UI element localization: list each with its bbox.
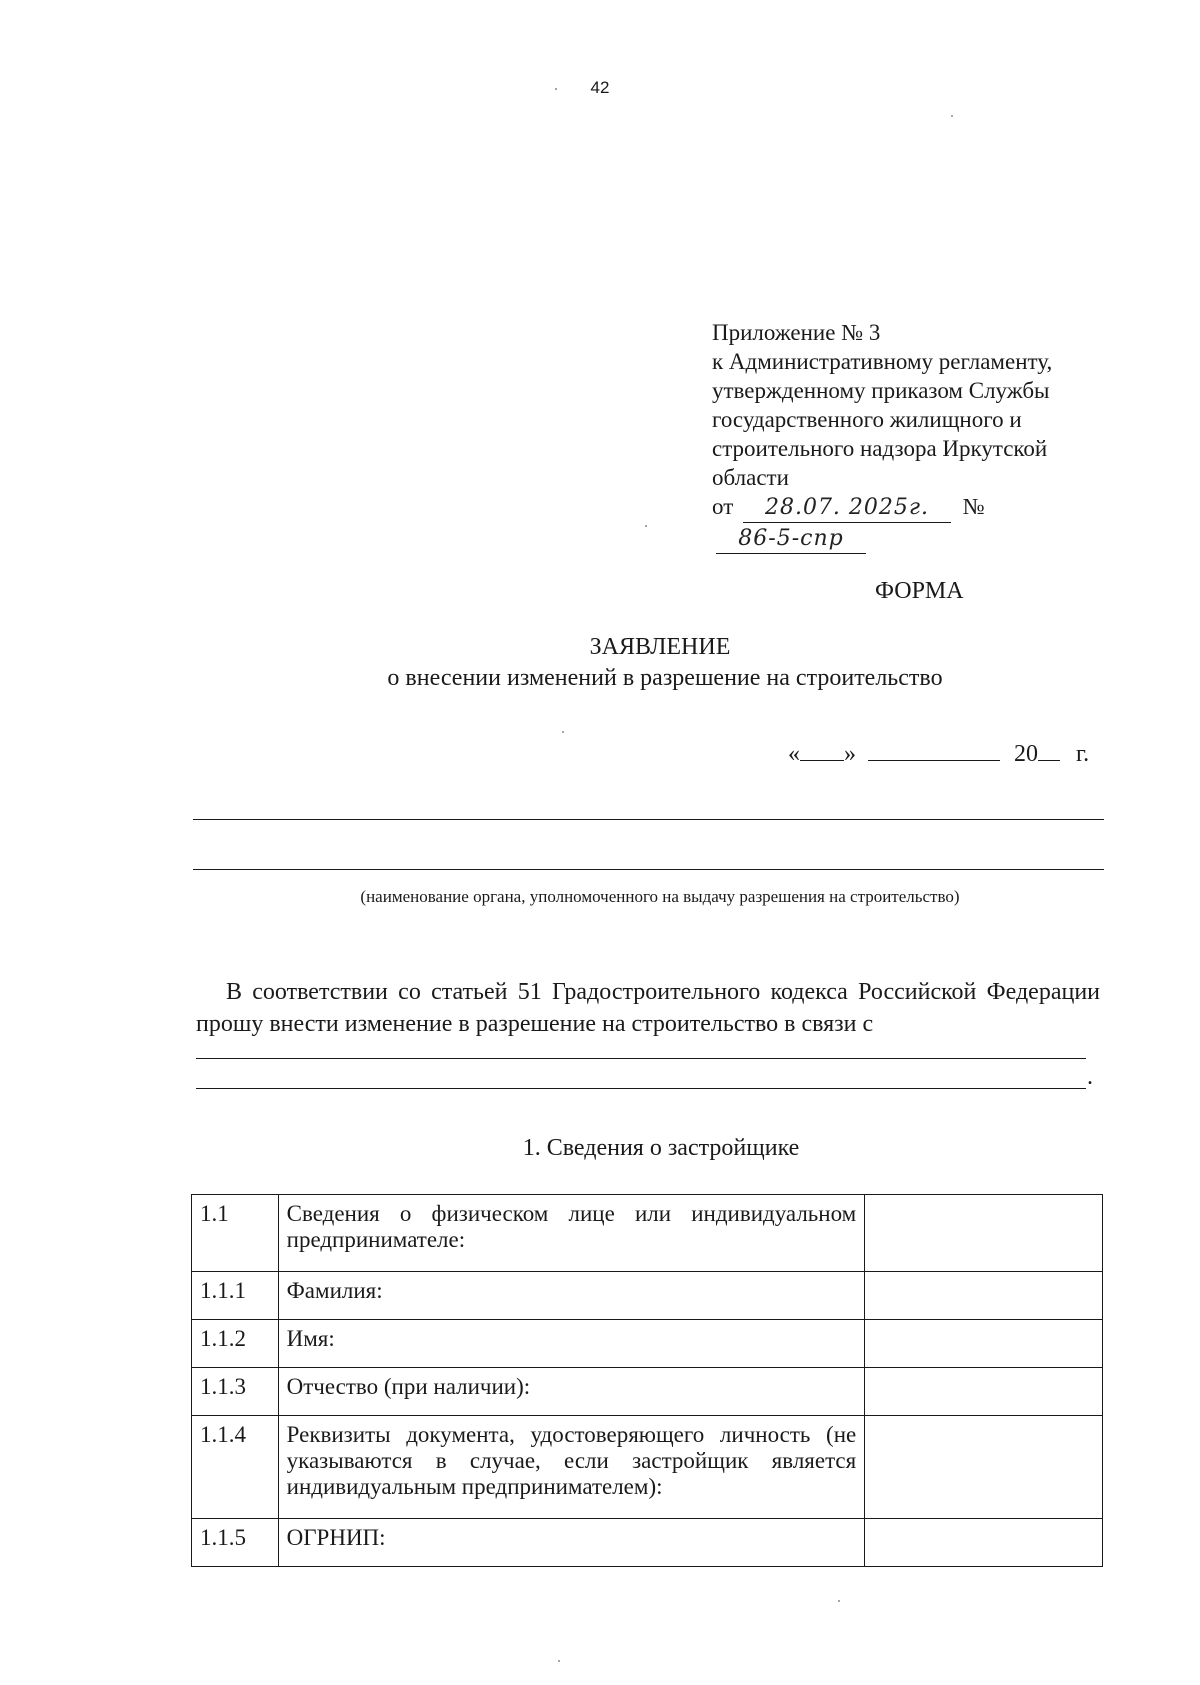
appendix-line: области — [712, 465, 789, 490]
close-quote: » — [844, 741, 856, 767]
order-date-handwritten: 28.07. 2025г. — [764, 495, 930, 520]
year-suffix: г. — [1076, 741, 1090, 767]
month-blank[interactable] — [868, 738, 1000, 761]
order-date-number-row — [712, 492, 1132, 551]
developer-info-table — [191, 1194, 1103, 1567]
row-value-cell[interactable] — [865, 1416, 1103, 1519]
reason-blank-line-2[interactable] — [196, 1088, 1086, 1089]
row-label: ОГРНИП: — [278, 1519, 865, 1567]
appendix-line: к Административному регламенту, — [712, 349, 1053, 374]
table-row — [192, 1195, 1103, 1272]
row-number: 1.1 — [192, 1195, 279, 1272]
row-value-cell[interactable] — [865, 1272, 1103, 1320]
row-number: 1.1.2 — [192, 1320, 279, 1368]
row-value-cell[interactable] — [865, 1368, 1103, 1416]
order-date-field — [743, 492, 951, 523]
row-value-cell[interactable] — [865, 1320, 1103, 1368]
table-row — [192, 1519, 1103, 1567]
row-value-cell[interactable] — [865, 1519, 1103, 1567]
reason-period: . — [1087, 1064, 1093, 1090]
authority-caption: (наименование органа, уполномоченного на выдачу разрешения на строительство) — [360, 887, 960, 906]
authority-blank-line-2[interactable] — [193, 869, 1104, 870]
table-row — [192, 1320, 1103, 1368]
order-number-field — [716, 523, 866, 554]
day-blank[interactable] — [800, 738, 844, 761]
authority-blank-line-1[interactable] — [193, 819, 1104, 820]
reason-blank-line-1[interactable] — [196, 1058, 1086, 1059]
row-number: 1.1.4 — [192, 1416, 279, 1519]
row-number: 1.1.1 — [192, 1272, 279, 1320]
row-label: Фамилия: — [278, 1272, 865, 1320]
scan-speck — [951, 115, 953, 117]
section-title: 1. Сведения о застройщике — [522, 1135, 800, 1161]
table-row — [192, 1416, 1103, 1519]
page-number: 42 — [590, 78, 610, 97]
row-label: Реквизиты документа, удостоверяющего личность (не указываются в случае, если застройщик является индивидуальным предпринимателем): — [278, 1416, 865, 1519]
document-subtitle: о внесении изменений в разрешение на строительство — [387, 665, 943, 691]
table-row — [192, 1368, 1103, 1416]
from-label: от — [712, 494, 734, 519]
open-quote: « — [788, 741, 800, 767]
appendix-line: Приложение № 3 — [712, 320, 881, 345]
appendix-block — [712, 318, 1132, 551]
number-label: № — [962, 494, 985, 519]
scan-speck — [558, 1660, 560, 1662]
scan-speck — [555, 88, 557, 90]
request-paragraph-text: В соответствии со статьей 51 Градостроительного кодекса Российской Федерации прошу внести изменение в разрешение на строительство в связи с — [196, 979, 1100, 1037]
appendix-line: государственного жилищного и — [712, 407, 1022, 432]
row-label: Имя: — [278, 1320, 865, 1368]
application-date-line — [788, 738, 1089, 768]
row-number: 1.1.5 — [192, 1519, 279, 1567]
row-number: 1.1.3 — [192, 1368, 279, 1416]
row-value-cell[interactable] — [865, 1195, 1103, 1272]
form-label: ФОРМА — [875, 578, 964, 604]
appendix-line: утвержденному приказом Службы — [712, 378, 1050, 403]
scan-speck — [645, 525, 647, 527]
document-title: ЗАЯВЛЕНИЕ — [589, 634, 731, 660]
table-row — [192, 1272, 1103, 1320]
order-number-handwritten: 86-5-спр — [738, 526, 844, 551]
scan-speck — [838, 1600, 840, 1602]
year-blank[interactable] — [1038, 738, 1060, 761]
row-label: Отчество (при наличии): — [278, 1368, 865, 1416]
scan-speck — [562, 731, 564, 733]
row-label: Сведения о физическом лице или индивидуальном предпринимателе: — [278, 1195, 865, 1272]
year-prefix: 20 — [1014, 741, 1038, 767]
appendix-line: строительного надзора Иркутской — [712, 436, 1048, 461]
request-paragraph — [196, 976, 1100, 1040]
